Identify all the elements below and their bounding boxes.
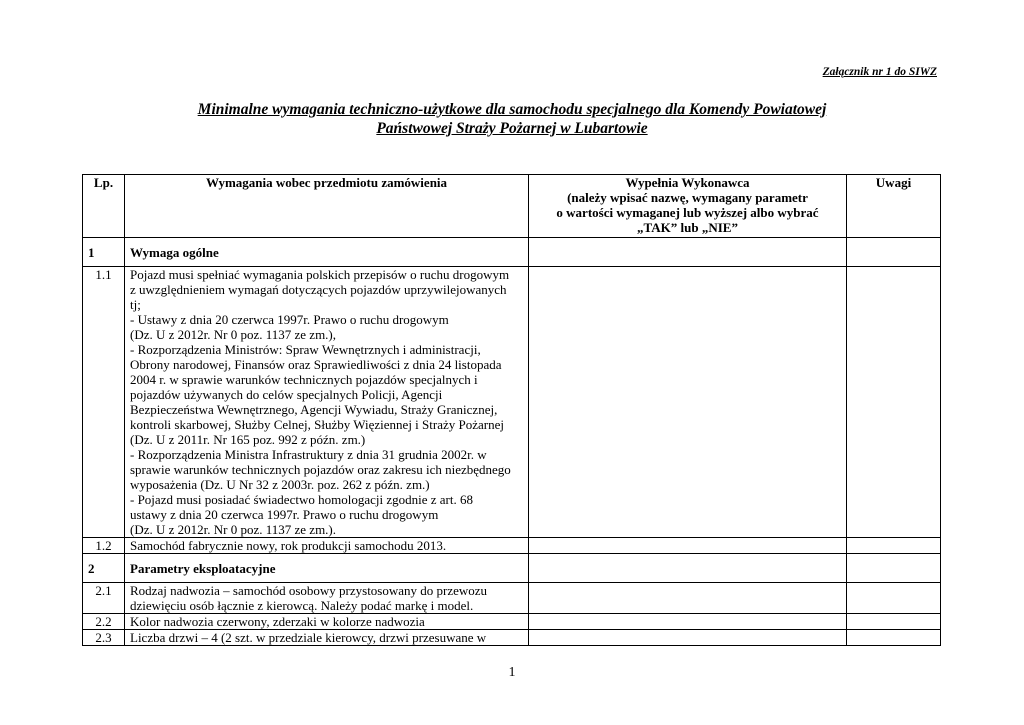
requirement-line: Bezpieczeństwa Wewnętrznego, Agencji Wywiadu, Straży Granicznej, [130, 402, 498, 417]
table-row [83, 614, 941, 630]
requirement-line: 2004 r. w sprawie warunków technicznych pojazdów specjalnych i [130, 372, 478, 387]
requirement-line: - Ustawy z dnia 20 czerwca 1997r. Prawo o ruchu drogowym [130, 312, 449, 327]
requirement-line: tj; [130, 297, 141, 312]
header-contractor-line: (należy wpisać nazwę, wymagany parametr [567, 190, 808, 205]
table-row [83, 583, 941, 614]
requirement-text [125, 614, 529, 630]
header-contractor-line: o wartości wymaganej lub wyższej albo wybrać [556, 205, 819, 220]
requirement-line: - Pojazd musi posiadać świadectwo homologacji zgodnie z art. 68 [130, 492, 473, 507]
contractor-cell[interactable] [529, 238, 847, 267]
requirement-line: z uwzględnieniem wymagań dotyczących pojazdów uprzywilejowanych [130, 282, 507, 297]
title-line-2: Państwowej Straży Pożarnej w Lubartowie [376, 120, 648, 137]
requirement-line: Obrony narodowej, Finansów oraz Sprawiedliwości z dnia 24 listopada [130, 357, 502, 372]
section-row [83, 554, 941, 583]
requirement-line: Rodzaj nadwozia – samochód osobowy przystosowany do przewozu [130, 583, 488, 598]
row-number: 2.3 [83, 630, 125, 646]
requirement-line: - Rozporządzenia Ministrów: Spraw Wewnętrznych i administracji, [130, 342, 481, 357]
requirement-line: - Rozporządzenia Ministra Infrastruktury z dnia 31 grudnia 2002r. w [130, 447, 487, 462]
annex-label: Załącznik nr 1 do SIWZ [822, 66, 937, 78]
requirement-line: ustawy z dnia 20 czerwca 1997r. Prawo o ruchu drogowym [130, 507, 439, 522]
section-title: Wymaga ogólne [125, 238, 529, 267]
contractor-cell[interactable] [529, 630, 847, 646]
requirement-line: (Dz. U z 2012r. Nr 0 poz. 1137 ze zm.), [130, 327, 337, 342]
table-row [83, 630, 941, 646]
table-row [83, 267, 941, 538]
header-lp: Lp. [83, 175, 125, 238]
row-number: 1.2 [83, 538, 125, 554]
requirement-line: kontroli skarbowej, Służby Celnej, Służby Więziennej i Straży Pożarnej [130, 417, 504, 432]
notes-cell[interactable] [847, 630, 941, 646]
requirement-line: Pojazd musi spełniać wymagania polskich przepisów o ruchu drogowym [130, 267, 510, 282]
table-header-row [83, 175, 941, 238]
requirement-line: Kolor nadwozia czerwony, zderzaki w kolorze nadwozia [130, 614, 425, 629]
header-contractor-line: „TAK” lub „NIE” [637, 220, 738, 235]
notes-cell[interactable] [847, 554, 941, 583]
header-contractor [529, 175, 847, 238]
requirement-line: (Dz. U z 2012r. Nr 0 poz. 1137 ze zm.). [130, 522, 337, 537]
title-line-1: Minimalne wymagania techniczno-użytkowe dla samochodu specjalnego dla Komendy Powiatowej [197, 101, 827, 118]
requirement-line: sprawie warunków technicznych pojazdów oraz zakresu ich niezbędnego [130, 462, 511, 477]
requirement-line: wyposażenia (Dz. U Nr 32 z 2003r. poz. 262 z późn. zm.) [130, 477, 430, 492]
requirement-text [125, 267, 529, 538]
table-row [83, 538, 941, 554]
notes-cell[interactable] [847, 238, 941, 267]
requirement-line: Liczba drzwi – 4 (2 szt. w przedziale kierowcy, drzwi przesuwane w [130, 630, 487, 645]
section-title: Parametry eksploatacyjne [125, 554, 529, 583]
page-number: 1 [508, 665, 516, 680]
requirement-line: pojazdów używanych do celów specjalnych Policji, Agencji [130, 387, 443, 402]
row-number: 2.2 [83, 614, 125, 630]
notes-cell[interactable] [847, 267, 941, 538]
header-notes: Uwagi [847, 175, 941, 238]
notes-cell[interactable] [847, 538, 941, 554]
requirements-table [82, 174, 941, 646]
contractor-cell[interactable] [529, 614, 847, 630]
contractor-cell[interactable] [529, 583, 847, 614]
table-body [83, 238, 941, 646]
section-number: 1 [83, 238, 125, 267]
notes-cell[interactable] [847, 614, 941, 630]
contractor-cell[interactable] [529, 538, 847, 554]
section-row [83, 238, 941, 267]
requirement-text [125, 630, 529, 646]
document-title [0, 100, 1024, 138]
requirement-text [125, 583, 529, 614]
header-contractor-line: Wypełnia Wykonawca [625, 175, 750, 190]
requirement-line: Samochód fabrycznie nowy, rok produkcji samochodu 2013. [130, 538, 447, 553]
header-requirements: Wymagania wobec przedmiotu zamówienia [125, 175, 529, 238]
requirement-line: (Dz. U z 2011r. Nr 165 poz. 992 z późn. zm.) [130, 432, 366, 447]
row-number: 2.1 [83, 583, 125, 614]
requirement-text [125, 538, 529, 554]
row-number: 1.1 [83, 267, 125, 538]
section-number: 2 [83, 554, 125, 583]
requirement-line: dziewięciu osób łącznie z kierowcą. Należy podać markę i model. [130, 598, 474, 613]
notes-cell[interactable] [847, 583, 941, 614]
contractor-cell[interactable] [529, 554, 847, 583]
contractor-cell[interactable] [529, 267, 847, 538]
